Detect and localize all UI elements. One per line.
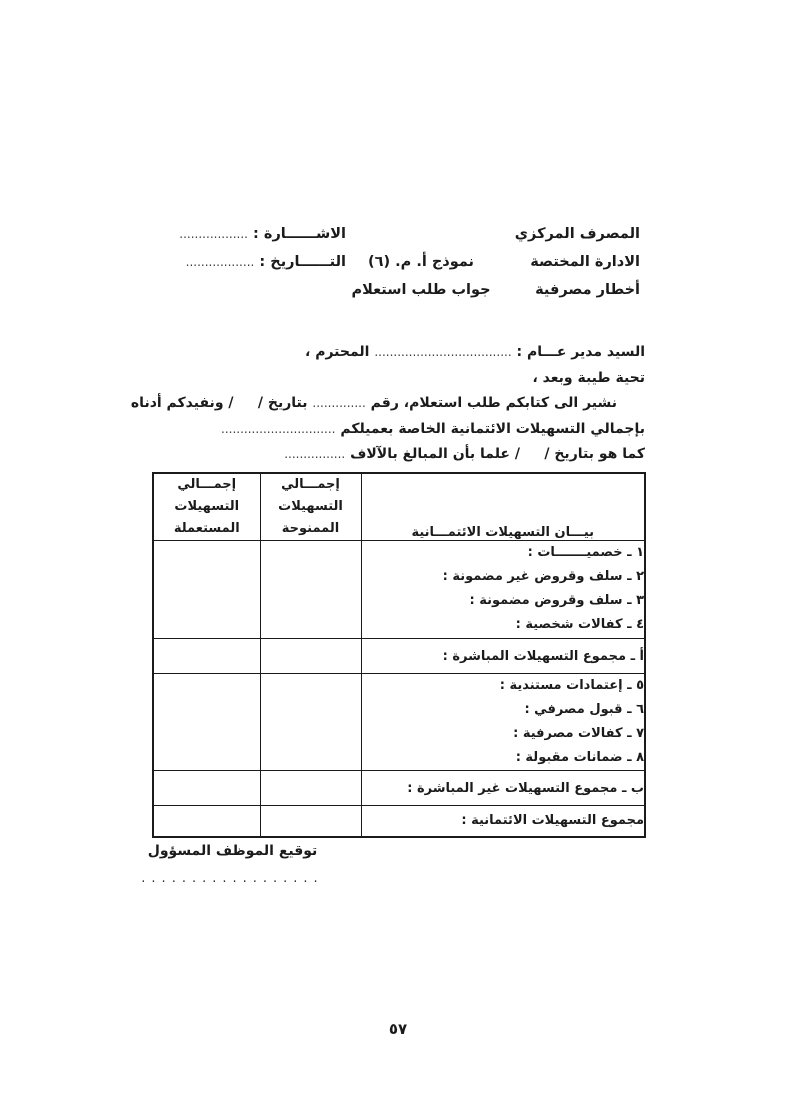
body3-date-slashes: / / (514, 446, 550, 462)
granted-amount-cell-direct (260, 541, 361, 639)
form-header (150, 220, 646, 304)
ref-date-block (150, 220, 346, 304)
signature-label: توقيع الموظف المسؤول (147, 843, 318, 859)
col-header-statement: بيـــان التسهيلات الائتمـــانية (361, 473, 645, 541)
page-number: ٥٧ (388, 1020, 408, 1038)
direct-items-labels (361, 541, 645, 639)
grand-total-row (153, 806, 645, 837)
indirect-total-label: ب ـ مجموع التسهيلات غير المباشرة : (361, 771, 645, 806)
body3-text-b: علما بأن المبالغ بالآلاف (350, 446, 510, 462)
item-personal-guarantees: ٤ ـ كفالات شخصية : (515, 617, 644, 632)
issuer-block (496, 220, 646, 304)
col-header-granted-line2: التسهيلات الممنوحة (278, 499, 343, 536)
col-header-used (153, 473, 260, 541)
item-discounts: ١ ـ خصميـــــــات : (527, 545, 644, 560)
granted-amount-cell-indirect (260, 674, 361, 771)
issuer-section: أخطار مصرفية (535, 282, 640, 298)
direct-items-row (153, 541, 645, 639)
signature-dots: .................. (141, 871, 324, 886)
granted-amount-cell-indirect-total (260, 771, 361, 806)
body-line-1 (130, 391, 645, 417)
form-id-spacer (346, 220, 496, 248)
item-documentary-credits: ٥ ـ إعتمادات مستندية : (499, 678, 644, 693)
greeting-line: تحية طيبة وبعد ، (532, 369, 645, 386)
item-unsecured-loans: ٢ ـ سلف وقروض غير مضمونة : (442, 569, 644, 584)
form-number: نموذج أ. م. (٦) (367, 254, 475, 270)
col-header-granted (260, 473, 361, 541)
granted-amount-cell-direct-total (260, 639, 361, 674)
used-amount-cell-indirect (153, 674, 260, 771)
table-header-row (153, 473, 645, 541)
col-header-used-line1: إجمـــالي (177, 477, 237, 492)
body3-fill-dots: ................ (284, 447, 346, 461)
date-line (150, 248, 346, 276)
letter-body (130, 340, 645, 468)
direct-total-label: أ ـ مجموع التسهيلات المباشرة : (361, 639, 645, 674)
salutation-to: السيد مدير عـــام : (516, 344, 645, 360)
salutation-fill-dots: .................................... (374, 345, 512, 359)
col-header-used-line2: التسهيلات المستعملة (173, 499, 240, 536)
body-line-2 (133, 417, 645, 443)
body1-date-slashes: / / (228, 395, 263, 411)
indirect-items-row (153, 674, 645, 771)
reference-fill-dots: .................. (179, 227, 248, 241)
ref-date-spacer (150, 276, 346, 304)
grand-total-label: مجموع التسهيلات الائتمانية : (361, 806, 645, 837)
used-amount-cell-indirect-total (153, 771, 260, 806)
item-bank-guarantees: ٧ ـ كفالات مصرفية : (513, 726, 644, 741)
form-id-block (346, 220, 496, 304)
reference-label: الاشــــــارة : (253, 226, 346, 242)
col-header-granted-line1: إجمـــالي (281, 477, 340, 492)
date-label: التــــــاريخ : (259, 254, 346, 270)
salutation-line (133, 340, 645, 366)
body2-fill-dots: .............................. (221, 421, 336, 436)
granted-amount-cell-grand-total (260, 806, 361, 837)
body1-text-b: بتاريخ (267, 395, 308, 411)
issuer-department: الادارة المختصة (530, 254, 640, 270)
credit-facilities-table (152, 472, 646, 838)
used-amount-cell-grand-total (153, 806, 260, 837)
issuer-name: المصرف المركزي (514, 226, 640, 242)
direct-total-row (153, 639, 645, 674)
signature-block (130, 843, 335, 886)
used-amount-cell-direct (153, 541, 260, 639)
date-fill-dots: .................. (185, 255, 255, 269)
item-bank-acceptance: ٦ ـ قبول مصرفي : (524, 702, 644, 717)
salutation-honorific: المحترم ، (305, 344, 370, 360)
used-amount-cell-direct-total (153, 639, 260, 674)
indirect-items-labels (361, 674, 645, 771)
body-line-3 (133, 442, 645, 468)
body2-text-a: بإجمالي التسهيلات الائتمانية الخاصة بعميلكم (340, 420, 645, 437)
body3-text-a: كما هو بتاريخ (554, 446, 645, 462)
body1-fill-dots: .............. (312, 396, 366, 410)
body1-text-c: ونفيدكم أدناه (130, 395, 224, 411)
reference-line (150, 220, 346, 248)
body1-text-a: نشير الى كتابكم طلب استعلام، رقم (370, 395, 617, 411)
indirect-total-row (153, 771, 645, 806)
item-secured-loans: ٣ ـ سلف وقروض مضمونة : (469, 593, 644, 608)
form-title: جواب طلب استعلام (351, 282, 491, 298)
item-accepted-collateral: ٨ ـ ضمانات مقبولة : (515, 750, 644, 765)
